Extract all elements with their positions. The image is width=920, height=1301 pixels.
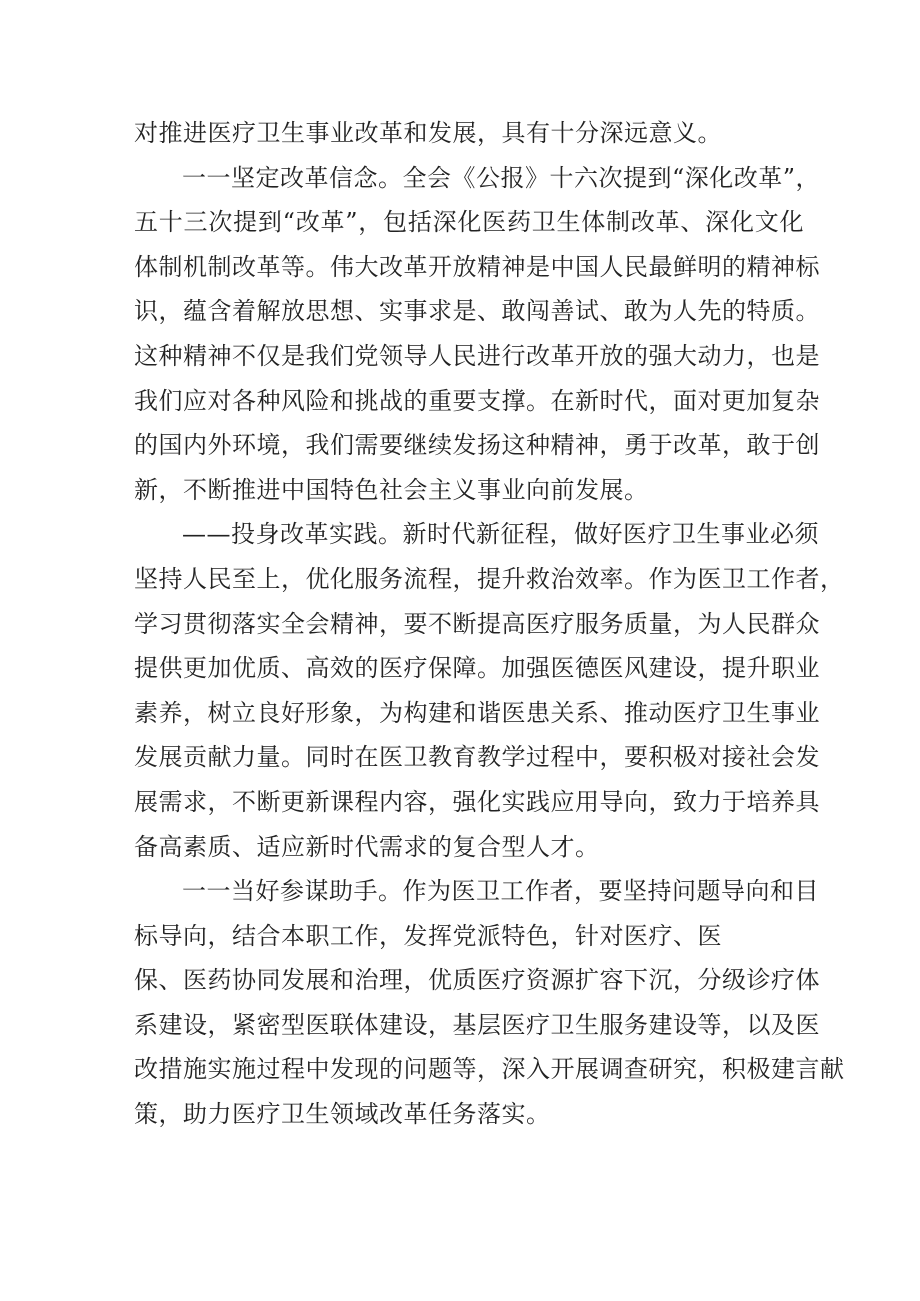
text-line: 学习贯彻落实全会精神，要不断提高医疗服务质量，为人民群众 bbox=[134, 609, 820, 638]
text-line: 体制机制改革等。伟大改革开放精神是中国人民最鲜明的精神标 bbox=[134, 252, 820, 281]
text-line: 提供更加优质、高效的医疗保障。加强医德医风建设，提升职业 bbox=[134, 654, 820, 683]
text-line: 保、医药协同发展和治理，优质医疗资源扩容下沉，分级诊疗体 bbox=[134, 966, 820, 995]
text-line: 新，不断推进中国特色社会主义事业向前发展。 bbox=[134, 475, 649, 504]
text-line: 展需求，不断更新课程内容，强化实践应用导向，致力于培养具 bbox=[134, 787, 820, 816]
document-body bbox=[134, 111, 845, 1137]
text-line: 五十三次提到“改革”，包括深化医药卫生体制改革、深化文化 bbox=[134, 208, 804, 237]
text-line: ——投身改革实践。新时代新征程，做好医疗卫生事业必须 bbox=[182, 520, 819, 549]
text-line: 识，蕴含着解放思想、实事求是、敢闯善试、敢为人先的特质。 bbox=[134, 297, 820, 326]
text-line: 一一坚定改革信念。全会《公报》十六次提到“深化改革”， bbox=[182, 163, 821, 192]
text-line: 备高素质、适应新时代需求的复合型人才。 bbox=[134, 832, 600, 861]
text-line: 我们应对各种风险和挑战的重要支撑。在新时代，面对更加复杂 bbox=[134, 386, 820, 415]
text-line: 标导向，结合本职工作，发挥党派特色，针对医疗、医 bbox=[134, 921, 722, 950]
text-line: 一一当好参谋助手。作为医卫工作者，要坚持问题导向和目 bbox=[182, 877, 819, 906]
text-line: 素养，树立良好形象，为构建和谐医患关系、推动医疗卫生事业 bbox=[134, 698, 820, 727]
text-line: 改措施实施过程中发现的问题等，深入开展调查研究，积极建言献 bbox=[134, 1055, 845, 1084]
text-line: 对推进医疗卫生事业改革和发展，具有十分深远意义。 bbox=[134, 119, 722, 147]
text-line: 这种精神不仅是我们党领导人民进行改革开放的强大动力，也是 bbox=[134, 341, 820, 370]
text-line: 的国内外环境，我们需要继续发扬这种精神，勇于改革，敢于创 bbox=[134, 431, 820, 460]
text-line: 策，助力医疗卫生领域改革任务落实。 bbox=[134, 1100, 551, 1129]
text-line: 发展贡献力量。同时在医卫教育教学过程中，要积极对接社会发 bbox=[134, 743, 820, 772]
text-line: 系建设，紧密型医联体建设，基层医疗卫生服务建设等，以及医 bbox=[134, 1010, 820, 1039]
text-line: 坚持人民至上，优化服务流程，提升救治效率。作为医卫工作者， bbox=[134, 564, 845, 593]
